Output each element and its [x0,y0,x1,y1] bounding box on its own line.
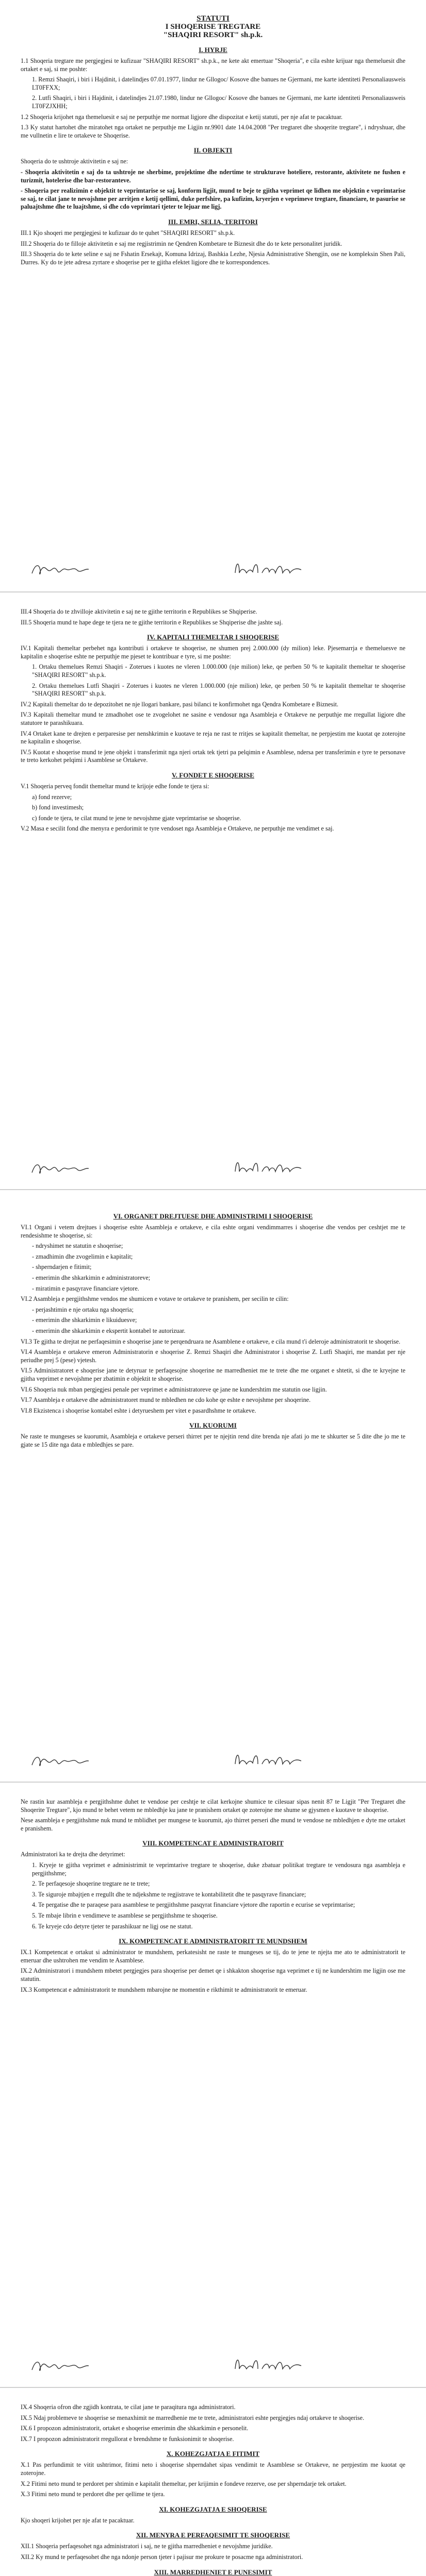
paragraph: - zmadhimin dhe zvogelimin e kapitalit; [32,1252,133,1260]
page-1 [0,0,426,592]
signature-remzi [30,559,92,581]
paragraph: V.2 Masa e secilit fond dhe menyra e perdorimit te tyre vendoset nga Asambleja e Ortakeve, ne perputhje me vendimet e saj. [21,825,334,833]
paragraph: 1. Ortaku themelues Remzi Shaqiri - Zoterues i kuotes ne vleren 1.000.000 (nje milion) leke, qe perben 50 % te kapitalit themeltar te shoqerise "SHAQIRI RESORT" sh.p.k. [32,663,405,679]
paragraph: VI.8 Ekzistenca i shoqerise kontabel eshte i detyrueshem per vitet e pasardhshme te ortakeve. [21,1406,256,1414]
paragraph: b) fond investimesh; [32,804,84,811]
paragraph: XII.2 Ky mund te perfaqesohet dhe nga ndonje person tjeter i pajisur me prokure te posacme nga administratori. [21,2553,303,2561]
paragraph: X.2 Fitimi neto mund te perdoret per shtimin e kapitalit themeltar, per krijimin e fondeve rezerve, ose per shperndarje tek ortaket. [21,2480,347,2487]
paragraph: VI.6 Shoqeria nuk mban pergjegjesi penale per veprimet e administratoreve qe jane ne kundershtim me statutin ose ligjin. [21,1385,327,1393]
paragraph: - miratimin e pasqyrave financiare vjetore. [32,1284,139,1292]
paragraph: 5. Te mbaje librin e vendimeve te asamblese se pergjithshme te shoqerise. [32,1911,218,1919]
paragraph: 2. Te perfaqesoje shoqerine tregtare ne te trete; [32,1880,150,1888]
paragraph: - ndryshimet ne statutin e shoqerise; [32,1242,123,1250]
paragraph: Kjo shoqeri krijohet per nje afat te pacaktuar. [21,2516,135,2524]
paragraph: VI.5 Administratoret e shoqerise jane te detyruar te perfaqesojne shoqerine ne marredheniet me te trete dhe me organet e shtetit, si dhe te kryejne te gjitha veprimet e nevojshme per zbatimin e objektit te shoqerise. [21,1367,405,1382]
paragraph: III.3 Shoqeria do te kete seline e saj ne Fshatin Ersekajt, Komuna Idrizaj, Bashkia Lezhe, Njesia Administrative Shengjin, ose ne kompleksin Shen Pali, Durres. Ky do te jete adresa zyrtare e shoqerise per te gjitha efektet ligjore dhe te korrespondences. [21,250,405,266]
paragraph: 1. Kryeje te gjitha veprimet e administrimit te veprimtarive tregtare te shoqerise, duke zbatuar politikat tregtare te vendosura nga asambleja e pergjithshme; [32,1861,405,1877]
section-heading: XIII. MARREDHENIET E PUNESIMIT [154,2568,272,2576]
section-heading: VII. KUORUMI [189,1421,237,1430]
paragraph: Shoqeria do te ushtroje aktivitetin e saj ne: [21,158,128,165]
paragraph: IV.4 Ortaket kane te drejten e perparesise per nenshkrimin e kuotave te reja ne rast te rritjes se kapitalit themeltar, ne perpjestim me kuotat qe zoterojne ne kapitalin e shoqerise. [21,730,405,745]
doc-title-line3: "SHAQIRI RESORT" sh.p.k. [163,31,263,39]
paragraph: Ne rastin kur asambleja e pergjithshme duhet te vendose per ceshtje te cilat kerkojne shumice te cilesuar sipas nenit 87 te Ligjit "Per Tregtaret dhe Shoqerite Tregtare", kjo mund te behet vetem ne mbledhje ku jane te pranishem ortaket qe zoterojne me shume se gjysmen e kuotave te shoqerise. [21,1798,405,1814]
paragraph: IV.3 Kapitali themeltar mund te zmadhohet ose te zvogelohet ne sasine e vendosur nga Asambleja e Ortakeve ne perputhje me rregullat ligjore dhe statutore te parashikuara. [21,711,405,726]
doc-title-line1: STATUTI [196,14,230,23]
signature-lutfi [232,1156,304,1178]
section-heading: IV. KAPITALI THEMELTAR I SHOQERISE [146,633,280,641]
signature-lutfi [232,1749,304,1770]
page-content [21,46,405,266]
paragraph: V.1 Shoqeria perveq fondit themeltar mund te krijoje edhe fonde te tjera si: [21,782,209,790]
paragraph: - Shoqeria per realizimin e objektit te veprimtarise se saj, konform ligjit, mund te beje te gjitha veprimet qe lidhen me objektin e veprimtarise se saj, te cilat jane te nevojshme per arritjen e ketij qellimi, duke perfshire, pa kufizim, kryerjen e veprimeve tregtare, financiare, te pasurise se paluajtshme dhe te luajtshme, si dhe cdo veprimtari tjeter te lejuar me ligj. [21,187,405,211]
paragraph: 2. Ortaku themelues Lutfi Shaqiri - Zoterues i kuotes ne vleren 1.000.000 (nje milion) leke, qe perben 50 % te kapitalit themeltar te shoqerise "SHAQIRI RESORT" sh.p.k. [32,682,405,698]
paragraph: XII.1 Shoqeria perfaqesohet nga administratori i saj, ne te gjitha marredheniet e nevojshme juridike. [21,2543,273,2550]
paragraph: 1.1 Shoqeria tregtare me pergjegjesi te kufizuar "SHAQIRI RESORT" sh.p.k., ne kete akt emertuar "Shoqeria", e cila eshte krijuar nga themeluesit dhe ortaket e saj, si me poshte: [21,57,405,73]
paragraph: VI.1 Organi i vetem drejtues i shoqerise eshte Asambleja e ortakeve, e cila eshte organi vendimmarres i shoqerise dhe vendos per ceshtjet me te rendesishme te shoqerise, si: [21,1224,405,1239]
paragraph: III.4 Shoqeria do te zhvilloje aktivitetin e saj ne te gjithe territorin e Republikes se Shqiperise. [21,608,257,615]
paragraph: IX.3 Kompetencat e administratorit te mundshem mbarojne ne momentin e rikthimit te administratorit te emeruar. [21,1986,307,1993]
section-heading: II. OBJEKTI [193,146,233,155]
paragraph: VI.2 Asambleja e pergjithshme vendos me shumicen e votave te ortakeve te pranishem, per secilin te cilin: [21,1295,289,1303]
section-heading: IX. KOMPETENCAT E ADMINISTRATORIT TE MUNDSHEM [119,1937,307,1945]
paragraph: 1.3 Ky statut hartohet dhe miratohet nga ortaket ne perputhje me Ligjin nr.9901 date 14.04.2008 "Per tregtaret dhe shoqerite tregtare", i ndryshuar, dhe me vullnetin e lire te ortakeve te Shoqerise. [21,124,405,139]
signature-remzi [30,1158,92,1180]
section-heading: XI. KOHEZGJATJA E SHOQERISE [159,2505,267,2513]
page-3 [0,1190,426,1783]
paragraph: IX.1 Kompetencat e ortakut si administrator te mundshem, perkatesisht ne raste te mungeses se tij, do te jene te njejta me ato te administratorit te emeruar dhe ushtrohen me vendim te Asamblese. [21,1948,405,1964]
paragraph: Nese asambleja e pergjithshme nuk mund te mblidhet per mungese te kuorumit, ajo thirret perseri dhe mund te vendose ne mbledhjen e dyte me ortaket e pranishem. [21,1817,405,1832]
section-heading: XII. MENYRA E PERFAQESIMIT TE SHOQERISE [136,2531,290,2539]
paragraph: - emerimin dhe shkarkimin e administratoreve; [32,1274,151,1281]
signature-remzi [30,1751,92,1772]
section-heading: V. FONDET E SHOQERISE [172,771,254,779]
page-5 [0,2388,426,2576]
signature-lutfi [232,557,304,579]
paragraph: - perjashtimin e nje ortaku nga shoqeria; [32,1306,134,1313]
section-heading: VI. ORGANET DREJTUESE DHE ADMINISTRIMI I SHOQERISE [113,1212,313,1220]
paragraph: X.1 Pas perfundimit te vitit ushtrimor, fitimi neto i shoqerise shperndahet sipas vendimit te Asamblese se Ortakeve, ne perpjestim me kuotat qe zoterojne. [21,2461,405,2477]
paragraph: IV.5 Kuotat e shoqerise mund te jene objekt i transferimit nga njeri ortak tek tjetri pa pelqimin e Asamblese, ndersa per transferimin e tyre te personave te treto kerkohet pelqimi i Asamblese se Ortakeve. [21,748,405,764]
page-content [21,2403,405,2576]
paragraph: 6. Te kryeje cdo detyre tjeter te parashikuar ne ligj ose ne statut. [32,1922,193,1930]
page-2 [0,592,426,1190]
paragraph: Administratori ka te drejta dhe detyrimet: [21,1851,125,1858]
paragraph: IX.2 Administratori i mundshem mbetet pergjegjes para shoqerise per demet qe i shkakton shoqerise nga veprimet e tij ne kundershtim me ligjin ose me statutin. [21,1967,405,1982]
paragraph: IV.1 Kapitali themeltar perbehet nga kontributi i ortakeve te shoqerise, ne shumen prej 2.000.000 (dy milion) leke. Pjesemarrja e themeluesve ne kapitalin e shoqerise eshte ne perputhje me pjeset te kontribuar e tyre, si me poshte: [21,645,405,660]
signature-remzi [30,2355,92,2377]
page-content [21,608,405,833]
paragraph: VI.7 Asambleja e ortakeve dhe administratoret mund te mbledhen ne cdo kohe qe eshte e nevojshme per shoqerine. [21,1396,311,1404]
paragraph: 4. Te pergatise dhe te paraqese para asamblese te pergjithshme pasqyrat financiare vjetore dhe raportin e ecurise se veprimtarise; [32,1901,355,1909]
paragraph: 1. Remzi Shaqiri, i biri i Hajdinit, i datelindjes 07.01.1977, lindur ne Gllogoc/ Kosove dhe banues ne Gjermani, me karte identiteti Personaliausweis LT0FFXX; [32,76,405,91]
paragraph: IX.7 I propozon administratorit rregullorat e brendshme te funksionimit te shoqerise. [21,2435,234,2443]
paragraph: VI.4 Asambleja e ortakeve emeron Administratorin e shoqerise Z. Remzi Shaqiri dhe Administrator i shoqerise Z. Lutfi Shaqiri, me mandat per nje periudhe prej 5 (pese) vjetesh. [21,1348,405,1364]
page-4 [0,1783,426,2388]
paragraph: 1.2 Shoqeria krijohet nga themeluesit e saj ne perputhje me normat ligjore dhe dispozitat e ketij statuti, per nje afat te pacaktuar. [21,113,343,121]
section-heading: X. KOHEZGJATJA E FITIMIT [166,2450,260,2458]
paragraph: IV.2 Kapitali themeltar do te depozitohet ne nje llogari bankare, pasi bilanci te konfirmohet nga Qendra Kombetare e Biznesit. [21,700,339,708]
paragraph: - emerimin dhe shkarkimin e ekspertit kontabel te autorizuar. [32,1327,186,1334]
section-heading: III. EMRI, SELIA, TERITORI [168,217,258,226]
paragraph: 3. Te siguroje mbajtjen e rregullt dhe te ndjekshme te regjistrave te kontabilitetit dhe te pasqyrave financiare; [32,1890,306,1898]
paragraph: c) fonde te tjera, te cilat mund te jene te nevojshme gjate veprimtarise se shoqerise. [32,814,241,822]
paragraph: IX.4 Shoqeria ofron dhe zgjidh kontrata, te cilat jane te paraqitura nga administratori. [21,2403,236,2411]
paragraph: - shperndarjen e fitimit; [32,1263,92,1271]
paragraph: III.2 Shoqeria do te filloje aktivitetin e saj me regjistrimin ne Qendren Kombetare te Biznesit dhe do te kete personalitet juridik. [21,240,342,247]
paragraph: IX.6 I propozon administratorit, ortaket e shoqerise emerimin dhe shkarkimin e personelit. [21,2425,249,2432]
paragraph: IX.5 Ndaj problemeve te shoqerise se menaxhimit ne marredhenie me te trete, administratori eshte pergjegjes ndaj ortakeve te shoqerise. [21,2414,365,2421]
doc-title-line2: I SHOQERISE TREGTARE [165,23,261,31]
paragraph: Ne raste te mungeses se kuorumit, Asambleja e ortakeve perseri thirret per te njejtin rend dite brenda nje afati jo me te shkurter se 5 dite dhe jo me te gjate se 15 dite nga data e mbledhjes se pare. [21,1433,405,1448]
paragraph: 2. Lutfi Shaqiri, i biri i Hajdinit, i datelindjes 21.07.1980, lindur ne Gllogoc/ Kosove dhe banues ne Gjermani, me karte identiteti Personaliausweis LT0FZJXHH; [32,94,405,110]
paragraph: - Shoqeria aktivitetin e saj do ta ushtroje ne sherbime, projektime dhe ndertime te strukturave hoteliere, restorante, aktivitete ne fushen e turizmit, hotelerise dhe bar-restoranteve. [21,168,405,184]
paragraph: a) fond rezerve; [32,793,72,801]
paragraph: X.3 Fitimi neto mund te perdoret dhe per qellime te tjera. [21,2490,165,2498]
page-content [21,1212,405,1449]
page-content [21,1798,405,1994]
section-heading: I. HYRJE [199,46,227,54]
paragraph: VI.3 Te gjitha te drejtat ne perfaqesimin e shoqerise jane te perqendruara ne Asamblene e ortakeve, e cila mund t'i deleroje administratorit te shoqerise. [21,1337,401,1345]
paragraph: III.5 Shoqeria mund te hape dege te tjera ne te gjithe territorin e Republikes se Shqiperise dhe jashte saj. [21,618,283,626]
section-heading: VIII. KOMPETENCAT E ADMINISTRATORIT [142,1839,284,1848]
paragraph: - emerimin dhe shkarkimin e likuiduesve; [32,1316,137,1324]
paragraph: III.1 Kjo shoqeri me pergjegjesi te kufizuar do te quhet "SHAQIRI RESORT" sh.p.k. [21,229,235,236]
signature-lutfi [232,2353,304,2375]
